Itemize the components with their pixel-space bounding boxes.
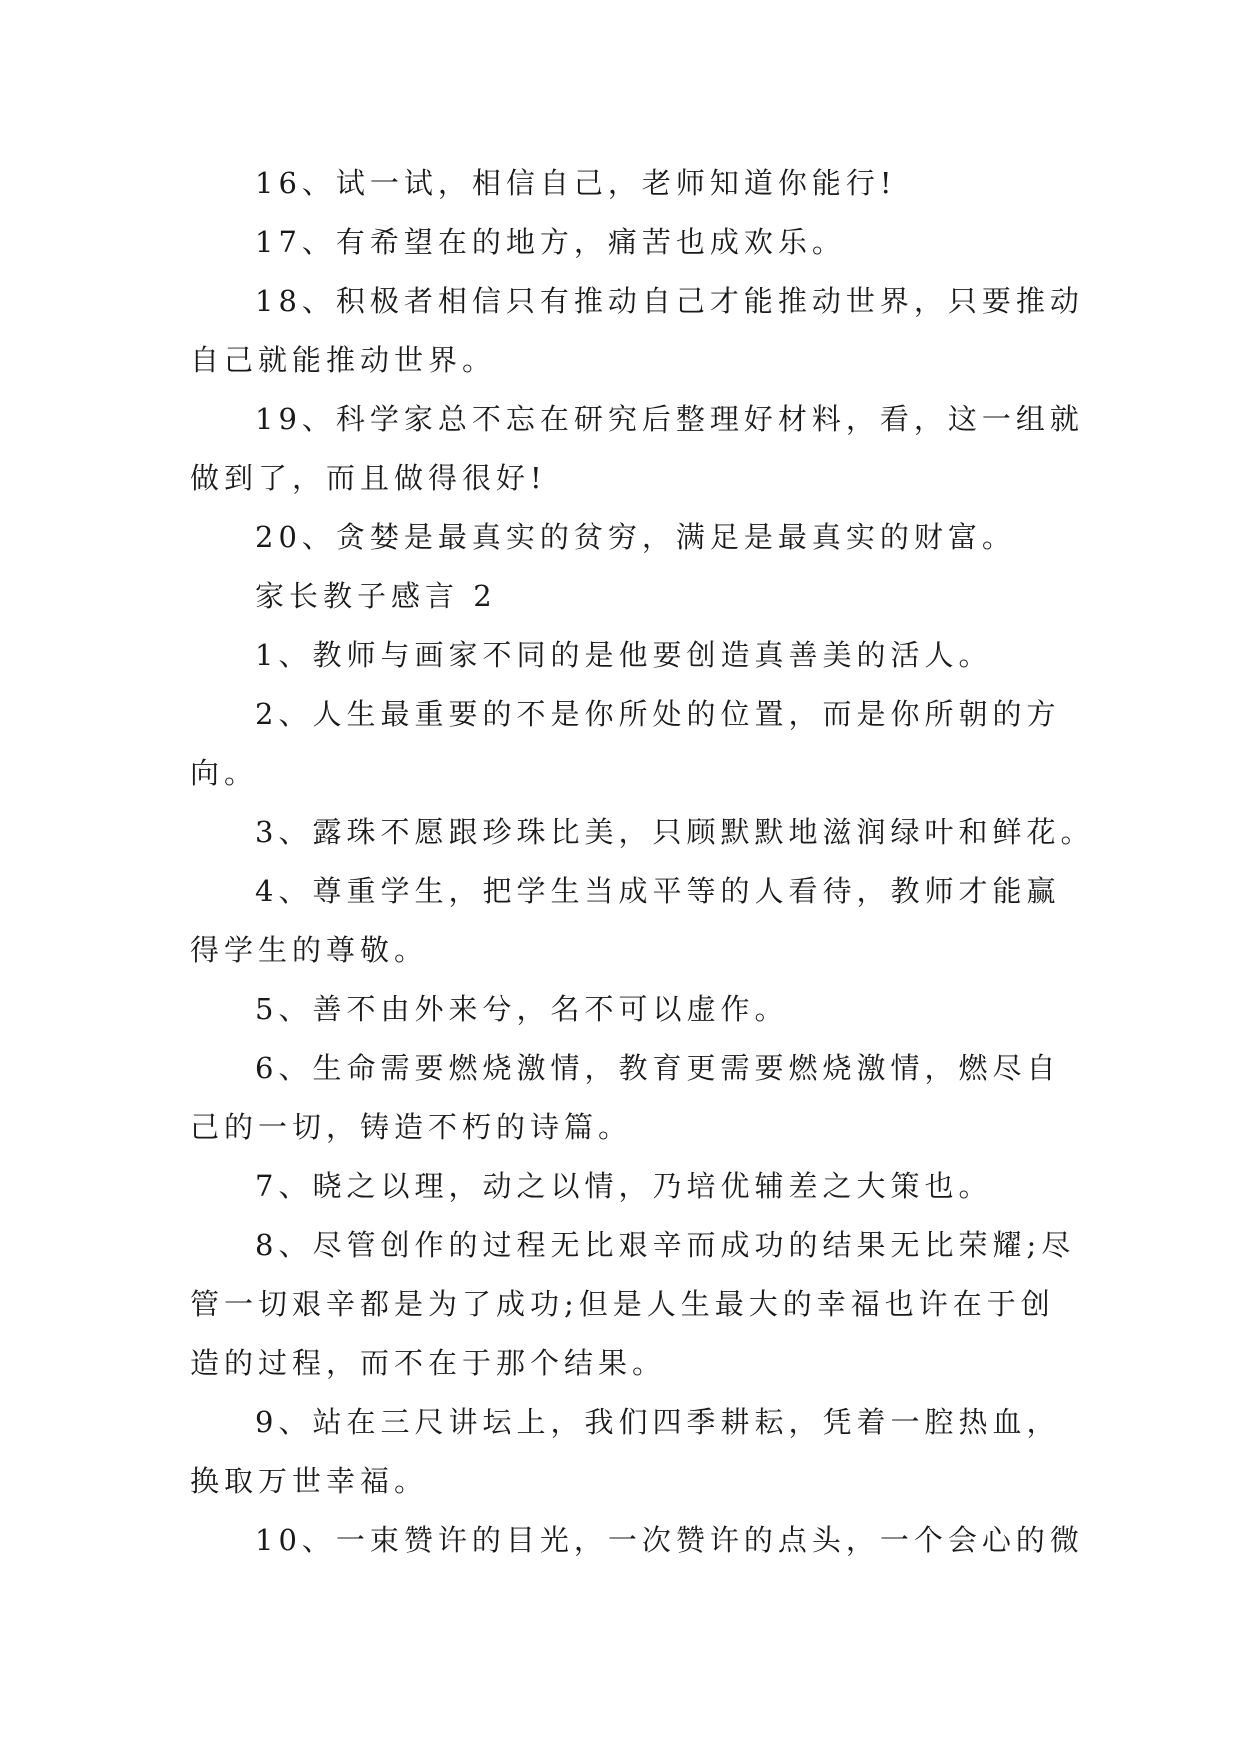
text-line: 造的过程，而不在于那个结果。 <box>190 1346 667 1380</box>
text-line: 得学生的尊敬。 <box>190 933 429 967</box>
section-heading: 家长教子感言 2 <box>255 579 497 613</box>
text-line: 10、一束赞许的目光，一次赞许的点头，一个会心的微 <box>255 1523 1084 1557</box>
text-line: 自己就能推动世界。 <box>190 343 497 377</box>
text-line: 18、积极者相信只有推动自己才能推动世界，只要推动 <box>255 284 1084 318</box>
text-line: 7、晓之以理，动之以情，乃培优辅差之大策也。 <box>255 1169 993 1203</box>
text-line: 6、生命需要燃烧激情，教育更需要燃烧激情，燃尽自 <box>255 1051 1061 1085</box>
text-line: 17、有希望在的地方，痛苦也成欢乐。 <box>255 225 846 259</box>
text-line: 16、试一试，相信自己，老师知道你能行! <box>255 166 897 200</box>
text-line: 5、善不由外来兮，名不可以虚作。 <box>255 992 789 1026</box>
text-line: 4、尊重学生，把学生当成平等的人看待，教师才能赢 <box>255 874 1061 908</box>
text-line: 向。 <box>190 756 259 790</box>
text-line: 3、露珠不愿跟珍珠比美，只顾默默地滋润绿叶和鲜花。 <box>255 815 1095 849</box>
text-line: 19、科学家总不忘在研究后整理好材料，看，这一组就 <box>255 402 1084 436</box>
text-line: 2、人生最重要的不是你所处的位置，而是你所朝的方 <box>255 697 1061 731</box>
text-line: 8、尽管创作的过程无比艰辛而成功的结果无比荣耀;尽 <box>255 1228 1076 1262</box>
text-line: 9、站在三尺讲坛上，我们四季耕耘，凭着一腔热血， <box>255 1405 1061 1439</box>
text-line: 20、贪婪是最真实的贫穷，满足是最真实的财富。 <box>255 520 1016 554</box>
text-line: 换取万世幸福。 <box>190 1464 429 1498</box>
document-body <box>190 154 1095 1570</box>
text-line: 管一切艰辛都是为了成功;但是人生最大的幸福也许在于创 <box>190 1287 1055 1321</box>
text-line: 己的一切，铸造不朽的诗篇。 <box>190 1110 633 1144</box>
text-line: 1、教师与画家不同的是他要创造真善美的活人。 <box>255 638 993 672</box>
text-line: 做到了，而且做得很好! <box>190 461 547 495</box>
